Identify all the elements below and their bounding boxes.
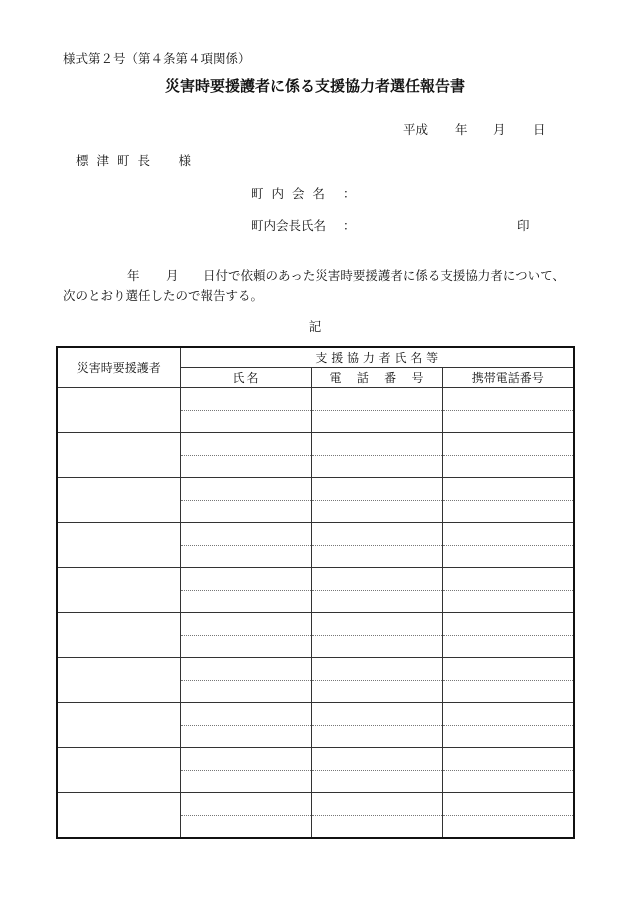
name-cell[interactable] bbox=[180, 793, 311, 816]
phone-cell[interactable] bbox=[311, 478, 442, 501]
mobile-cell[interactable] bbox=[442, 793, 574, 816]
name-cell[interactable] bbox=[180, 455, 311, 478]
phone-cell[interactable] bbox=[311, 680, 442, 703]
mobile-cell[interactable] bbox=[442, 815, 574, 838]
phone-cell[interactable] bbox=[311, 455, 442, 478]
mobile-cell[interactable] bbox=[442, 523, 574, 546]
phone-cell[interactable] bbox=[311, 703, 442, 726]
town-assoc-label: 町 内 会 名 bbox=[251, 186, 327, 201]
person-cell[interactable] bbox=[57, 388, 180, 433]
person-cell[interactable] bbox=[57, 433, 180, 478]
person-cell[interactable] bbox=[57, 478, 180, 523]
date-era: 平成 bbox=[403, 122, 429, 137]
phone-cell[interactable] bbox=[311, 793, 442, 816]
phone-cell[interactable] bbox=[311, 590, 442, 613]
header-person: 災害時要援護者 bbox=[57, 347, 180, 388]
phone-cell[interactable] bbox=[311, 523, 442, 546]
person-cell[interactable] bbox=[57, 523, 180, 568]
mobile-cell[interactable] bbox=[442, 568, 574, 591]
table-row bbox=[57, 523, 574, 546]
date-day: 日 bbox=[533, 122, 546, 137]
table-header-row bbox=[57, 347, 574, 368]
date-month: 月 bbox=[493, 122, 506, 137]
phone-cell[interactable] bbox=[311, 748, 442, 771]
phone-cell[interactable] bbox=[311, 545, 442, 568]
name-cell[interactable] bbox=[180, 410, 311, 433]
addressee: 標津町長 様 bbox=[76, 153, 200, 168]
mobile-cell[interactable] bbox=[442, 433, 574, 456]
phone-cell[interactable] bbox=[311, 725, 442, 748]
document-title: 災害時要援護者に係る支援協力者選任報告書 bbox=[164, 77, 465, 95]
name-cell[interactable] bbox=[180, 478, 311, 501]
mobile-cell[interactable] bbox=[442, 635, 574, 658]
phone-cell[interactable] bbox=[311, 770, 442, 793]
phone-cell[interactable] bbox=[311, 658, 442, 681]
mobile-cell[interactable] bbox=[442, 545, 574, 568]
body-month: 月 bbox=[166, 268, 179, 283]
person-cell[interactable] bbox=[57, 568, 180, 613]
chief-label: 町内会長氏名 bbox=[251, 218, 327, 233]
name-cell[interactable] bbox=[180, 748, 311, 771]
mobile-cell[interactable] bbox=[442, 770, 574, 793]
table-row bbox=[57, 793, 574, 816]
person-cell[interactable] bbox=[57, 703, 180, 748]
name-cell[interactable] bbox=[180, 388, 311, 411]
phone-cell[interactable] bbox=[311, 500, 442, 523]
name-cell[interactable] bbox=[180, 703, 311, 726]
header-phone: 電 話 番 号 bbox=[311, 368, 442, 388]
seal-mark: 印 bbox=[517, 218, 530, 233]
table-row bbox=[57, 388, 574, 411]
name-cell[interactable] bbox=[180, 500, 311, 523]
town-assoc-colon: ： bbox=[343, 186, 356, 201]
phone-cell[interactable] bbox=[311, 635, 442, 658]
name-cell[interactable] bbox=[180, 545, 311, 568]
body-year: 年 bbox=[127, 268, 140, 283]
name-cell[interactable] bbox=[180, 433, 311, 456]
name-cell[interactable] bbox=[180, 770, 311, 793]
mobile-cell[interactable] bbox=[442, 500, 574, 523]
mobile-cell[interactable] bbox=[442, 725, 574, 748]
table-row bbox=[57, 748, 574, 771]
name-cell[interactable] bbox=[180, 613, 311, 636]
phone-cell[interactable] bbox=[311, 568, 442, 591]
mobile-cell[interactable] bbox=[442, 590, 574, 613]
mobile-cell[interactable] bbox=[442, 703, 574, 726]
phone-cell[interactable] bbox=[311, 613, 442, 636]
table-row bbox=[57, 703, 574, 726]
mobile-cell[interactable] bbox=[442, 613, 574, 636]
mobile-cell[interactable] bbox=[442, 478, 574, 501]
mobile-cell[interactable] bbox=[442, 748, 574, 771]
header-mobile: 携帯電話番号 bbox=[442, 368, 574, 388]
person-cell[interactable] bbox=[57, 748, 180, 793]
name-cell[interactable] bbox=[180, 590, 311, 613]
person-cell[interactable] bbox=[57, 793, 180, 839]
body-line2: 次のとおり選任したので報告する。 bbox=[63, 288, 264, 303]
name-cell[interactable] bbox=[180, 523, 311, 546]
phone-cell[interactable] bbox=[311, 433, 442, 456]
phone-cell[interactable] bbox=[311, 410, 442, 433]
name-cell[interactable] bbox=[180, 680, 311, 703]
body-line1: 日付で依頼のあった災害時要援護者に係る支援協力者について、 bbox=[203, 268, 565, 283]
mobile-cell[interactable] bbox=[442, 388, 574, 411]
date-year: 年 bbox=[455, 122, 468, 137]
table-row bbox=[57, 658, 574, 681]
table-row bbox=[57, 433, 574, 456]
mobile-cell[interactable] bbox=[442, 455, 574, 478]
mobile-cell[interactable] bbox=[442, 658, 574, 681]
table-row bbox=[57, 568, 574, 591]
person-cell[interactable] bbox=[57, 613, 180, 658]
mobile-cell[interactable] bbox=[442, 680, 574, 703]
phone-cell[interactable] bbox=[311, 815, 442, 838]
header-name: 氏 名 bbox=[180, 368, 311, 388]
table-row bbox=[57, 478, 574, 501]
mobile-cell[interactable] bbox=[442, 410, 574, 433]
name-cell[interactable] bbox=[180, 815, 311, 838]
chief-colon: ： bbox=[343, 218, 356, 233]
name-cell[interactable] bbox=[180, 568, 311, 591]
table-row bbox=[57, 613, 574, 636]
person-cell[interactable] bbox=[57, 658, 180, 703]
name-cell[interactable] bbox=[180, 658, 311, 681]
ki-mark: 記 bbox=[308, 319, 322, 334]
report-table bbox=[56, 346, 575, 839]
name-cell[interactable] bbox=[180, 725, 311, 748]
phone-cell[interactable] bbox=[311, 388, 442, 411]
name-cell[interactable] bbox=[180, 635, 311, 658]
header-group: 支 援 協 力 者 氏 名 等 bbox=[180, 347, 574, 368]
form-number: 様式第２号（第４条第４項関係） bbox=[63, 51, 251, 66]
